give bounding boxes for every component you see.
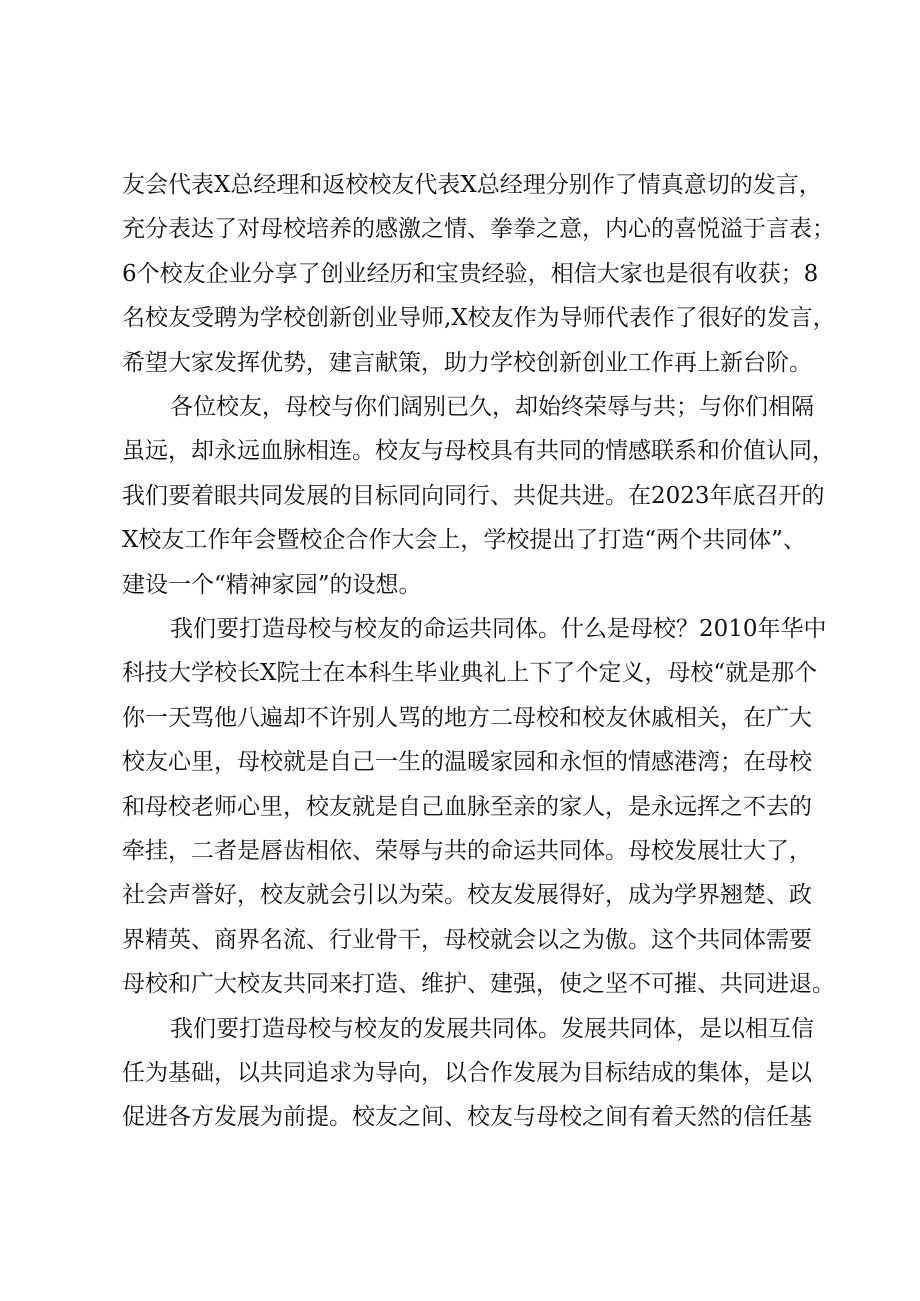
text-line: 科技大学校长X院士在本科生毕业典礼上下了个定义，母校“就是那个: [122, 660, 818, 686]
text-line: 校友心里，母校就是自己一生的温暖家园和永恒的情感港湾；在母校: [122, 749, 812, 775]
text-line: 社会声誉好，校友就会引以为荣。校友发展得好，成为学界翘楚、政: [122, 882, 812, 908]
text-line: 友会代表X总经理和返校校友代表X总经理分别作了情真意切的发言，: [122, 172, 822, 198]
paragraph-first-line: 我们要打造母校与校友的命运共同体。什么是母校？2010年华中: [170, 616, 827, 642]
paragraph-first-line: 各位校友，母校与你们阔别已久，却始终荣辱与共；与你们相隔: [170, 394, 814, 420]
text-line: 虽远，却永远血脉相连。校友与母校具有共同的情感联系和价值认同，: [122, 438, 835, 464]
text-line: 名校友受聘为学校创新创业导师,X校友作为导师代表作了很好的发言，: [122, 305, 836, 331]
text-line: 希望大家发挥优势，建言献策，助力学校创新创业工作再上新台阶。: [122, 350, 812, 376]
text-line: 充分表达了对母校培养的感激之情、拳拳之意，内心的喜悦溢于言表；: [122, 216, 835, 242]
text-line: 促进各方发展为前提。校友之间、校友与母校之间有着天然的信任基: [122, 1104, 812, 1130]
text-line: 6个校友企业分享了创业经历和宝贵经验，相信大家也是很有收获；8: [122, 261, 819, 287]
text-line: 牵挂，二者是唇齿相依、荣辱与共的命运共同体。母校发展壮大了，: [122, 838, 812, 864]
text-line: 你一天骂他八遍却不许别人骂的地方二母校和校友休戚相关，在广大: [122, 705, 812, 731]
text-line: 我们要着眼共同发展的目标同向同行、共促共进。在2023年底召开的: [122, 483, 825, 509]
text-line: 母校和广大校友共同来打造、维护、建强，使之坚不可摧、共同进退。: [122, 971, 835, 997]
paragraph-first-line: 我们要打造母校与校友的发展共同体。发展共同体，是以相互信: [170, 1016, 814, 1042]
text-line: 建设一个“精神家园”的设想。: [122, 572, 422, 598]
text-line: 和母校老师心里，校友就是自己血脉至亲的家人，是永远挥之不去的: [122, 794, 812, 820]
text-line: X校友工作年会暨校企合作大会上，学校提出了打造“两个共同体”、: [122, 527, 806, 553]
text-line: 任为基础，以共同追求为导向，以合作发展为目标结成的集体，是以: [122, 1060, 812, 1086]
text-line: 界精英、商界名流、行业骨干，母校就会以之为傲。这个共同体需要: [122, 927, 812, 953]
